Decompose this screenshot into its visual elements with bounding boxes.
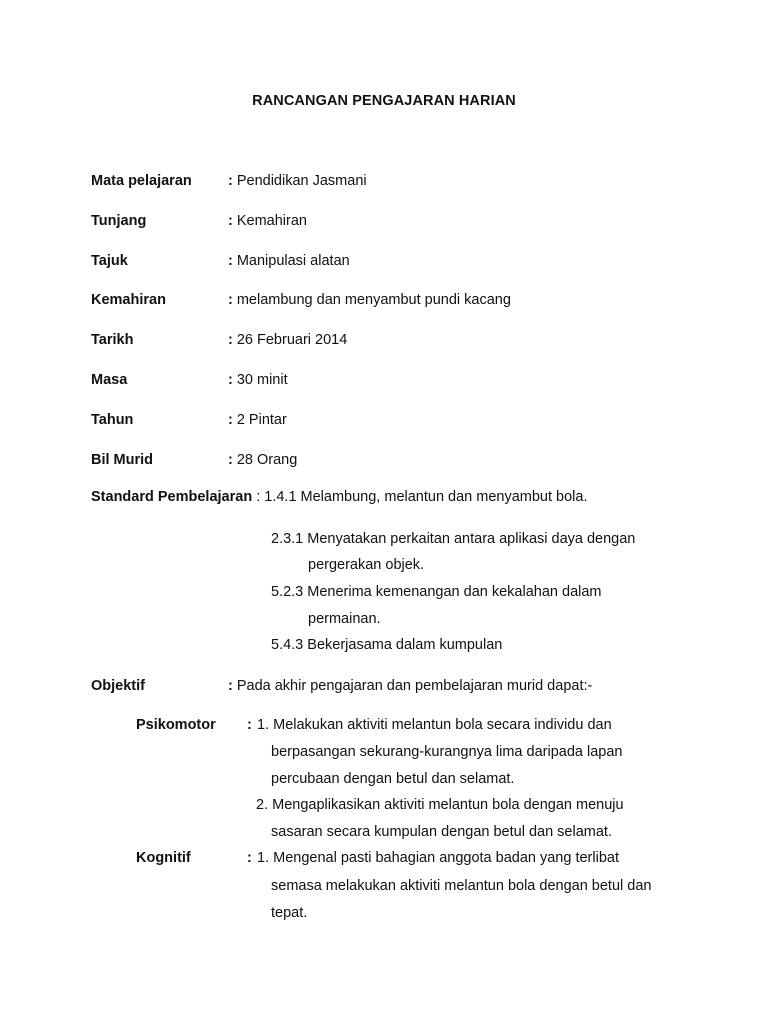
standard-item-continued: pergerakan objek.	[308, 557, 425, 573]
field-value: Manipulasi alatan	[236, 253, 350, 269]
field-colon: :	[228, 292, 233, 308]
psikomotor-line: berpasangan sekurang-kurangnya lima daripada lapan	[271, 744, 623, 760]
objektif-value: Pada akhir pengajaran dan pembelajaran murid dapat:-	[236, 678, 593, 694]
field-colon: :	[228, 253, 233, 269]
standard-item: 5.4.3 Bekerjasama dalam kumpulan	[271, 637, 503, 653]
field-label: Tarikh	[91, 332, 134, 348]
field-label: Masa	[91, 372, 128, 388]
field-label: Kemahiran	[91, 292, 166, 308]
field-colon: :	[228, 452, 233, 468]
field-colon: :	[228, 412, 233, 428]
field-colon: :	[228, 332, 233, 348]
standard-first-item: : 1.4.1 Melambung, melantun dan menyambut bola.	[256, 489, 588, 505]
field-value: Kemahiran	[236, 213, 307, 229]
psikomotor-line: percubaan dengan betul dan selamat.	[271, 771, 515, 787]
field-value: 26 Februari 2014	[236, 332, 348, 348]
psikomotor-label: Psikomotor	[136, 717, 216, 733]
kognitif-label: Kognitif	[136, 850, 191, 866]
field-label: Bil Murid	[91, 452, 154, 468]
field-value: 2 Pintar	[236, 412, 287, 428]
field-colon: :	[228, 678, 233, 694]
field-value: 30 minit	[236, 372, 288, 388]
field-colon: :	[228, 372, 233, 388]
kognitif-line: 1. Mengenal pasti bahagian anggota badan yang terlibat	[257, 850, 619, 866]
objektif-label: Objektif	[91, 678, 145, 694]
field-value: melambung dan menyambut pundi kacang	[236, 292, 511, 308]
kognitif-line: tepat.	[271, 905, 308, 921]
psikomotor-line: 2. Mengaplikasikan aktiviti melantun bola dengan menuju	[256, 797, 624, 813]
field-colon: :	[247, 850, 252, 866]
kognitif-line: semasa melakukan aktiviti melantun bola dengan betul dan	[271, 878, 652, 894]
field-colon: :	[228, 213, 233, 229]
field-colon: :	[228, 173, 233, 189]
psikomotor-line: 1. Melakukan aktiviti melantun bola secara individu dan	[257, 717, 612, 733]
standard-item-continued: permainan.	[308, 611, 381, 627]
standard-item: 5.2.3 Menerima kemenangan dan kekalahan dalam	[271, 584, 602, 600]
field-value: Pendidikan Jasmani	[236, 173, 367, 189]
standard-item: 2.3.1 Menyatakan perkaitan antara aplikasi daya dengan	[271, 531, 636, 547]
psikomotor-line: sasaran secara kumpulan dengan betul dan selamat.	[271, 824, 612, 840]
page-title: RANCANGAN PENGAJARAN HARIAN	[252, 93, 516, 109]
field-label: Mata pelajaran	[91, 173, 192, 189]
field-colon: :	[247, 717, 252, 733]
field-label: Tunjang	[91, 213, 147, 229]
field-label: Tahun	[91, 412, 134, 428]
field-value: 28 Orang	[236, 452, 298, 468]
field-label: Tajuk	[91, 253, 128, 269]
standard-label: Standard Pembelajaran	[91, 489, 253, 505]
standard-pembelajaran-row	[91, 487, 588, 507]
